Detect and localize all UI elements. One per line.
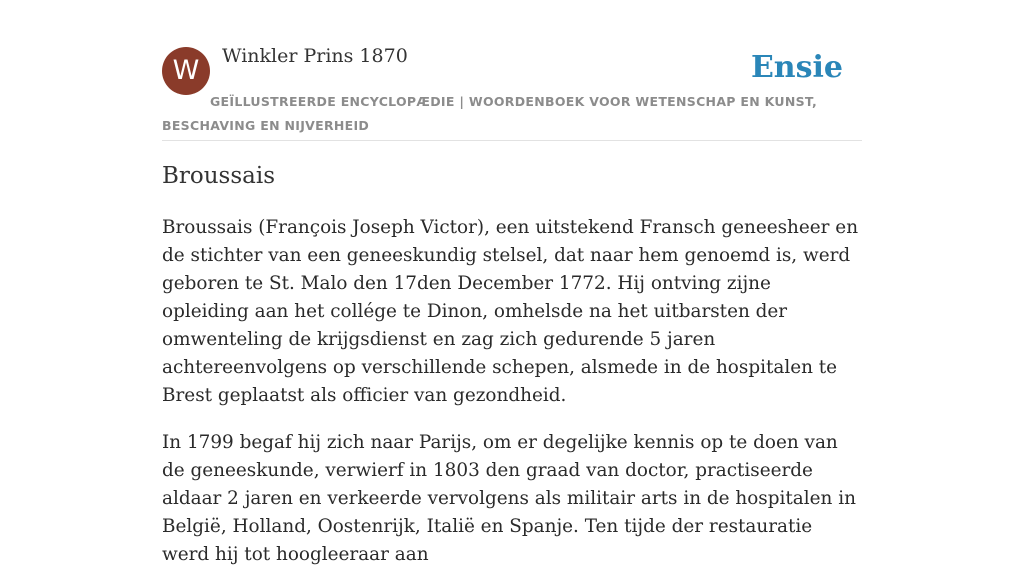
ensie-logo[interactable]: Ensie: [750, 50, 843, 85]
source-title-link[interactable]: Winkler Prins 1870: [222, 45, 408, 67]
paragraph: Broussais (François Joseph Victor), een uitstekend Fransch geneesheer en de stichter van een geneeskundig stelsel, dat naar hem genoemd is, werd geboren te St. Malo den 17den December 1772. Hij ontving zijne opleiding aan het collége te Dinon, omhelsde na het uitbarsten der omwenteling de krijgsdienst en zag zich gedurende 5 jaren achtereenvolgens op verschillende schepen, alsmede in de hospitalen te Brest geplaatst als officier van gezondheid.: [162, 217, 859, 406]
entry-page: [162, 0, 862, 565]
entry-body: [162, 214, 862, 588]
avatar[interactable]: W: [162, 47, 210, 95]
source-header: [162, 0, 862, 141]
source-subtitle: GEÏLLUSTREERDE ENCYCLOPÆDIE | WOORDENBOEK VOOR WETENSCHAP EN KUNST, BESCHAVING EN NIJVERHEID: [162, 94, 818, 133]
paragraph: In 1799 begaf hij zich naar Parijs, om er degelijke kennis op te doen van de geneeskunde, verwierf in 1803 den graad van doctor, practiseerde aldaar 2 jaren en verkeerde vervolgens als militair arts in de hospitalen in België, Holland, Oostenrijk, Italië en Spanje. Ten tijde der restauratie werd hij tot hoogleeraar aan: [162, 432, 856, 565]
page-title: Broussais: [162, 163, 276, 189]
